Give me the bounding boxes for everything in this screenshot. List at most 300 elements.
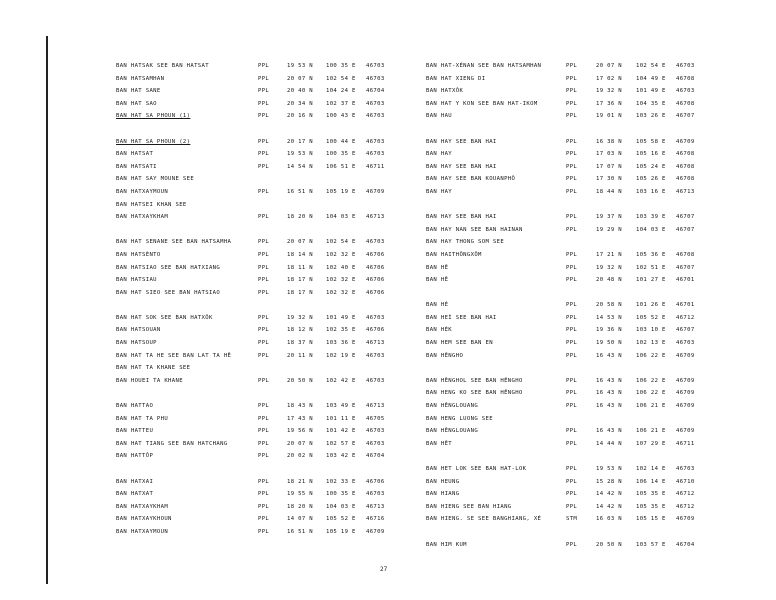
place-name: BAN HAT SOK SEE BAN HATXÔK	[116, 314, 213, 321]
feature-code: PPL	[258, 277, 270, 284]
longitude: 103 39 E	[636, 214, 666, 221]
map-sheet-id: 46713	[366, 403, 385, 410]
place-name: BAN HAY	[426, 188, 453, 195]
map-sheet-id: 46706	[366, 251, 385, 258]
latitude: 18 21 N	[287, 478, 314, 485]
feature-code: PPL	[258, 113, 270, 120]
place-name: BAN HÊT	[426, 440, 453, 447]
latitude: 16 03 N	[596, 516, 623, 523]
latitude: 19 36 N	[596, 327, 623, 334]
map-sheet-id: 46711	[366, 163, 385, 170]
map-sheet-id: 46703	[366, 491, 385, 498]
longitude: 102 54 E	[636, 63, 666, 69]
longitude: 103 49 E	[326, 403, 356, 410]
place-name: BAN HÊ	[426, 264, 449, 271]
feature-code: PPL	[566, 541, 578, 548]
place-name: BAN HATXAYKHOUN	[116, 516, 172, 523]
feature-code: PPL	[566, 151, 578, 158]
place-name: BAN HATTÔP	[116, 453, 154, 460]
map-sheet-id: 46703	[366, 377, 385, 384]
feature-code: PPL	[566, 163, 578, 170]
longitude: 102 51 E	[636, 264, 666, 271]
longitude: 105 35 E	[636, 491, 666, 498]
place-name: BAN HAT SA PHOUN (2)	[116, 138, 191, 145]
map-sheet-id: 46706	[366, 264, 385, 271]
feature-code: PPL	[258, 428, 270, 435]
latitude: 14 54 N	[287, 163, 314, 170]
latitude: 18 20 N	[287, 503, 314, 510]
latitude: 18 14 N	[287, 251, 314, 258]
place-name: BAN HATSATI	[116, 163, 157, 170]
latitude: 14 42 N	[596, 503, 623, 510]
place-name: BAN HAY SEE BAN HAI	[426, 214, 497, 221]
latitude: 19 55 N	[287, 491, 314, 498]
longitude: 102 42 E	[326, 377, 356, 384]
map-sheet-id: 46705	[366, 415, 385, 422]
map-sheet-id: 46708	[676, 176, 695, 183]
feature-code: PPL	[566, 176, 578, 183]
feature-code: PPL	[566, 327, 578, 334]
longitude: 100 35 E	[326, 63, 356, 69]
latitude: 19 53 N	[596, 466, 623, 472]
latitude: 14 44 N	[596, 440, 623, 447]
map-sheet-id: 46709	[676, 352, 695, 359]
place-name: BAN HAY NAN SEE BAN HAINAN	[426, 226, 523, 233]
place-name: BAN HIANG	[426, 491, 460, 498]
feature-code: PPL	[566, 466, 578, 472]
map-sheet-id: 46709	[676, 428, 695, 435]
longitude: 103 26 E	[636, 113, 666, 120]
map-sheet-id: 46703	[366, 100, 385, 107]
latitude: 19 29 N	[596, 226, 623, 233]
latitude: 20 50 N	[596, 541, 623, 548]
latitude: 20 07 N	[287, 75, 314, 82]
latitude: 16 43 N	[596, 428, 623, 435]
feature-code: PPL	[258, 440, 270, 447]
latitude: 16 51 N	[287, 528, 314, 535]
feature-code: PPL	[258, 163, 270, 170]
map-sheet-id: 46706	[366, 289, 385, 296]
feature-code: PPL	[566, 75, 578, 82]
feature-code: PPL	[566, 302, 578, 309]
longitude: 102 40 E	[326, 264, 356, 271]
longitude: 106 14 E	[636, 478, 666, 485]
feature-code: PPL	[258, 100, 270, 107]
map-sheet-id: 46707	[676, 327, 695, 334]
place-name: BAN HATTEU	[116, 428, 154, 435]
longitude: 106 22 E	[636, 352, 666, 359]
latitude: 20 16 N	[287, 113, 314, 120]
longitude: 106 22 E	[636, 390, 666, 397]
place-name: BAN HIENG. SE SEE BANGHIANG, XÉ	[426, 516, 542, 523]
place-name: BAN HÊNGLOUANG	[426, 403, 479, 410]
longitude: 103 16 E	[636, 188, 666, 195]
map-sheet-id: 46704	[676, 541, 695, 548]
feature-code: PPL	[258, 453, 270, 460]
latitude: 16 43 N	[596, 377, 623, 384]
longitude: 104 03 E	[636, 226, 666, 233]
feature-code: PPL	[258, 377, 270, 384]
longitude: 100 35 E	[326, 151, 356, 158]
feature-code: PPL	[566, 100, 578, 107]
feature-code: PPL	[566, 264, 578, 271]
place-name: BAN HATXAT	[116, 491, 154, 498]
map-sheet-id: 46708	[676, 151, 695, 158]
latitude: 17 30 N	[596, 176, 623, 183]
place-name: BAN HAITHÔNGXÔM	[426, 251, 482, 258]
feature-code: PPL	[258, 314, 270, 321]
map-sheet-id: 46713	[366, 340, 385, 347]
feature-code: PPL	[258, 352, 270, 359]
latitude: 20 48 N	[596, 277, 623, 284]
place-name: BAN HAY SEE BAN KOUANPHÔ	[426, 176, 516, 183]
feature-code: PPL	[566, 403, 578, 410]
feature-code: PPL	[566, 214, 578, 221]
place-name: BAN HAT SAO	[116, 100, 157, 107]
feature-code: PPL	[258, 88, 270, 95]
latitude: 15 28 N	[596, 478, 623, 485]
feature-code: PPL	[258, 188, 270, 195]
place-name: BAN HAT TA PHU	[116, 415, 169, 422]
feature-code: PPL	[258, 63, 270, 69]
feature-code: PPL	[566, 113, 578, 120]
latitude: 18 11 N	[287, 264, 314, 271]
latitude: 16 43 N	[596, 390, 623, 397]
map-sheet-id: 46713	[366, 214, 385, 221]
longitude: 103 42 E	[326, 453, 356, 460]
map-sheet-id: 46707	[676, 214, 695, 221]
map-sheet-id: 46703	[676, 466, 695, 472]
longitude: 105 52 E	[326, 516, 356, 523]
map-sheet-id: 46706	[366, 277, 385, 284]
place-name: BAN HATXAYMOUN	[116, 528, 169, 535]
longitude: 102 33 E	[326, 478, 356, 485]
map-sheet-id: 46713	[366, 503, 385, 510]
place-name: BAN HAY	[426, 151, 453, 158]
latitude: 18 17 N	[287, 289, 314, 296]
latitude: 16 43 N	[596, 403, 623, 410]
place-name: BAN HAY SEE BAN HAI	[426, 163, 497, 170]
feature-code: PPL	[258, 403, 270, 410]
map-sheet-id: 46706	[366, 327, 385, 334]
place-name: BAN HATSIAU	[116, 277, 157, 284]
longitude: 103 57 E	[636, 541, 666, 548]
latitude: 17 21 N	[596, 251, 623, 258]
place-name: BAN HATXÔK	[426, 88, 464, 95]
place-name: BAN HATSEI KHAN SEE	[116, 201, 187, 208]
map-sheet-id: 46703	[366, 428, 385, 435]
feature-code: PPL	[258, 138, 270, 145]
longitude: 105 19 E	[326, 528, 356, 535]
place-name: BAN HÊNGLOUANG	[426, 428, 479, 435]
longitude: 106 22 E	[636, 377, 666, 384]
latitude: 20 40 N	[287, 88, 314, 95]
place-name: BAN HÉ	[426, 302, 449, 309]
place-name: BAN HAT-XÉNAN SEE BAN HATSAMHAN	[426, 63, 542, 69]
longitude: 106 21 E	[636, 428, 666, 435]
latitude: 20 58 N	[596, 302, 623, 309]
longitude: 101 27 E	[636, 277, 666, 284]
longitude: 102 54 E	[326, 239, 356, 246]
feature-code: PPL	[566, 440, 578, 447]
place-name: BAN HET LOK SEE BAN HAT-LOK	[426, 466, 527, 472]
latitude: 14 53 N	[596, 314, 623, 321]
feature-code: PPL	[566, 377, 578, 384]
map-sheet-id: 46703	[366, 63, 385, 69]
longitude: 105 24 E	[636, 163, 666, 170]
longitude: 105 58 E	[636, 138, 666, 145]
longitude: 102 32 E	[326, 277, 356, 284]
longitude: 100 44 E	[326, 138, 356, 145]
place-name: BAN HÉK	[426, 327, 453, 334]
feature-code: PPL	[258, 415, 270, 422]
place-name: BAN HÊNGHOL SEE BAN HÊNGHO	[426, 377, 523, 384]
latitude: 19 53 N	[287, 63, 314, 69]
latitude: 20 07 N	[287, 440, 314, 447]
longitude: 102 13 E	[636, 340, 666, 347]
latitude: 16 38 N	[596, 138, 623, 145]
feature-code: PPL	[566, 352, 578, 359]
place-name: BAN HAT SA PHOUN (1)	[116, 113, 191, 120]
map-sheet-id: 46707	[676, 226, 695, 233]
latitude: 17 03 N	[596, 151, 623, 158]
longitude: 103 36 E	[326, 340, 356, 347]
latitude: 20 07 N	[287, 239, 314, 246]
map-sheet-id: 46707	[676, 264, 695, 271]
place-name: BAN HATTAO	[116, 403, 154, 410]
map-sheet-id: 46703	[366, 113, 385, 120]
feature-code: PPL	[566, 503, 578, 510]
longitude: 101 49 E	[326, 314, 356, 321]
map-sheet-id: 46708	[676, 251, 695, 258]
left-margin-rule	[46, 36, 48, 584]
map-sheet-id: 46703	[366, 352, 385, 359]
latitude: 16 43 N	[596, 352, 623, 359]
latitude: 20 02 N	[287, 453, 314, 460]
latitude: 17 43 N	[287, 415, 314, 422]
latitude: 19 32 N	[596, 88, 623, 95]
latitude: 17 36 N	[596, 100, 623, 107]
latitude: 19 32 N	[596, 264, 623, 271]
map-sheet-id: 46709	[676, 516, 695, 523]
latitude: 14 42 N	[596, 491, 623, 498]
feature-code: PPL	[566, 390, 578, 397]
map-sheet-id: 46701	[676, 277, 695, 284]
place-name: BAN HATSAMHAN	[116, 75, 165, 82]
feature-code: PPL	[258, 503, 270, 510]
feature-code: PPL	[258, 327, 270, 334]
longitude: 106 21 E	[636, 403, 666, 410]
latitude: 20 17 N	[287, 138, 314, 145]
place-name: BAN HATSOUP	[116, 340, 157, 347]
feature-code: PPL	[258, 264, 270, 271]
longitude: 102 57 E	[326, 440, 356, 447]
place-name: BAN HAT TA KHANE SEE	[116, 365, 191, 372]
place-name: BAN HATSAK SEE BAN HATSAT	[116, 63, 209, 69]
place-name: BAN HATXAYKHAM	[116, 503, 169, 510]
longitude: 100 35 E	[326, 491, 356, 498]
feature-code: PPL	[566, 226, 578, 233]
latitude: 20 50 N	[287, 377, 314, 384]
place-name: BAN HAT TIANG SEE BAN HATCHANG	[116, 440, 228, 447]
latitude: 18 37 N	[287, 340, 314, 347]
map-sheet-id: 46704	[366, 453, 385, 460]
map-sheet-id: 46709	[366, 528, 385, 535]
map-sheet-id: 46709	[676, 403, 695, 410]
longitude: 102 32 E	[326, 289, 356, 296]
latitude: 18 43 N	[287, 403, 314, 410]
longitude: 105 26 E	[636, 176, 666, 183]
longitude: 105 35 E	[636, 503, 666, 510]
feature-code: PPL	[566, 428, 578, 435]
latitude: 19 01 N	[596, 113, 623, 120]
map-sheet-id: 46703	[676, 63, 695, 69]
map-sheet-id: 46706	[366, 478, 385, 485]
map-sheet-id: 46712	[676, 314, 695, 321]
place-name: BAN HAY THONG SOM SEE	[426, 239, 505, 246]
place-name: BAN HENG LUONG SEE	[426, 415, 493, 422]
latitude: 18 12 N	[287, 327, 314, 334]
latitude: 16 51 N	[287, 188, 314, 195]
longitude: 107 29 E	[636, 440, 666, 447]
feature-code: PPL	[258, 491, 270, 498]
longitude: 105 16 E	[636, 151, 666, 158]
latitude: 18 20 N	[287, 214, 314, 221]
longitude: 102 35 E	[326, 327, 356, 334]
place-name: BAN HIENG SEE BAN HIANG	[426, 503, 512, 510]
latitude: 17 07 N	[596, 163, 623, 170]
place-name: BAN HAT SAY MOUNE SEE	[116, 176, 195, 183]
longitude: 102 19 E	[326, 352, 356, 359]
longitude: 104 03 E	[326, 214, 356, 221]
latitude: 14 07 N	[287, 516, 314, 523]
place-name: BAN HENG KO SEE BAN HÊNGHO	[426, 390, 523, 397]
latitude: 20 11 N	[287, 352, 314, 359]
feature-code: PPL	[566, 188, 578, 195]
longitude: 101 49 E	[636, 88, 666, 95]
longitude: 105 36 E	[636, 251, 666, 258]
map-sheet-id: 46703	[366, 151, 385, 158]
place-name: BAN HATSAT	[116, 151, 154, 158]
latitude: 20 34 N	[287, 100, 314, 107]
map-sheet-id: 46709	[676, 138, 695, 145]
feature-code: PPL	[258, 251, 270, 258]
place-name: BAN HAT TA HE SEE BAN LAT TA HÊ	[116, 352, 232, 359]
feature-code: PPL	[258, 516, 270, 523]
map-sheet-id: 46703	[366, 75, 385, 82]
feature-code: STM	[566, 516, 578, 523]
feature-code: PPL	[566, 478, 578, 485]
feature-code: PPL	[566, 88, 578, 95]
map-sheet-id: 46703	[366, 314, 385, 321]
feature-code: PPL	[566, 251, 578, 258]
map-sheet-id: 46703	[676, 88, 695, 95]
place-name: BAN HAT XIENG DI	[426, 75, 486, 82]
map-sheet-id: 46708	[676, 163, 695, 170]
map-sheet-id: 46710	[676, 478, 695, 485]
longitude: 103 10 E	[636, 327, 666, 334]
place-name: BAN HATSOUAN	[116, 327, 161, 334]
place-name: BAN HOUEI TA KHANE	[116, 377, 183, 384]
feature-code: PPL	[258, 214, 270, 221]
latitude: 18 44 N	[596, 188, 623, 195]
place-name: BAN HIM KUM	[426, 541, 467, 548]
page-number: 27	[380, 566, 388, 573]
feature-code: PPL	[566, 138, 578, 145]
longitude: 104 03 E	[326, 503, 356, 510]
feature-code: PPL	[258, 289, 270, 296]
latitude: 19 37 N	[596, 214, 623, 221]
latitude: 19 50 N	[596, 340, 623, 347]
map-sheet-id: 46703	[366, 138, 385, 145]
longitude: 101 26 E	[636, 302, 666, 309]
feature-code: PPL	[258, 528, 270, 535]
longitude: 100 43 E	[326, 113, 356, 120]
map-sheet-id: 46708	[676, 100, 695, 107]
feature-code: PPL	[258, 478, 270, 485]
longitude: 102 37 E	[326, 100, 356, 107]
place-name: BAN HAT SANE	[116, 88, 161, 95]
longitude: 105 52 E	[636, 314, 666, 321]
longitude: 105 15 E	[636, 516, 666, 523]
feature-code: PPL	[566, 63, 578, 69]
place-name: BAN HATXAI	[116, 478, 154, 485]
latitude: 19 53 N	[287, 151, 314, 158]
longitude: 102 14 E	[636, 466, 666, 472]
map-sheet-id: 46707	[676, 113, 695, 120]
feature-code: PPL	[566, 277, 578, 284]
longitude: 102 54 E	[326, 75, 356, 82]
feature-code: PPL	[258, 75, 270, 82]
longitude: 104 35 E	[636, 100, 666, 107]
latitude: 20 07 N	[596, 63, 623, 69]
map-sheet-id: 46712	[676, 491, 695, 498]
place-name: BAN HÊ	[426, 277, 449, 284]
place-name: BAN HAT SENANE SEE BAN HATSAMHA	[116, 239, 232, 246]
feature-code: PPL	[258, 151, 270, 158]
place-name: BAN HATSIAO SEE BAN HATXIANG	[116, 264, 221, 271]
longitude: 105 19 E	[326, 188, 356, 195]
latitude: 18 17 N	[287, 277, 314, 284]
longitude: 104 49 E	[636, 75, 666, 82]
place-name: BAN HEM SEE BAN EN	[426, 340, 493, 347]
place-name: BAN HAY SEE BAN HAI	[426, 138, 497, 145]
feature-code: PPL	[566, 491, 578, 498]
latitude: 17 02 N	[596, 75, 623, 82]
place-name: BAN HATSÈNTO	[116, 251, 161, 258]
longitude: 102 32 E	[326, 251, 356, 258]
map-sheet-id: 46711	[676, 440, 695, 447]
latitude: 19 32 N	[287, 314, 314, 321]
longitude: 104 24 E	[326, 88, 356, 95]
place-name: BAN HAT Y KON SEE BAN HAT-IKOM	[426, 100, 538, 107]
place-name: BAN HAT SIEO SEE BAN HATSIAO	[116, 289, 221, 296]
feature-code: PPL	[258, 239, 270, 246]
feature-code: PPL	[566, 314, 578, 321]
place-name: BAN HEÌ SEE BAN HAI	[426, 314, 497, 321]
place-name: BAN HAU	[426, 113, 453, 120]
map-sheet-id: 46708	[676, 75, 695, 82]
feature-code: PPL	[258, 340, 270, 347]
map-sheet-id: 46709	[676, 377, 695, 384]
map-sheet-id: 46701	[676, 302, 695, 309]
map-sheet-id: 46716	[366, 516, 385, 523]
longitude: 101 42 E	[326, 428, 356, 435]
place-name: BAN HATXAYKHAM	[116, 214, 169, 221]
longitude: 106 51 E	[326, 163, 356, 170]
map-sheet-id: 46703	[366, 239, 385, 246]
latitude: 19 56 N	[287, 428, 314, 435]
